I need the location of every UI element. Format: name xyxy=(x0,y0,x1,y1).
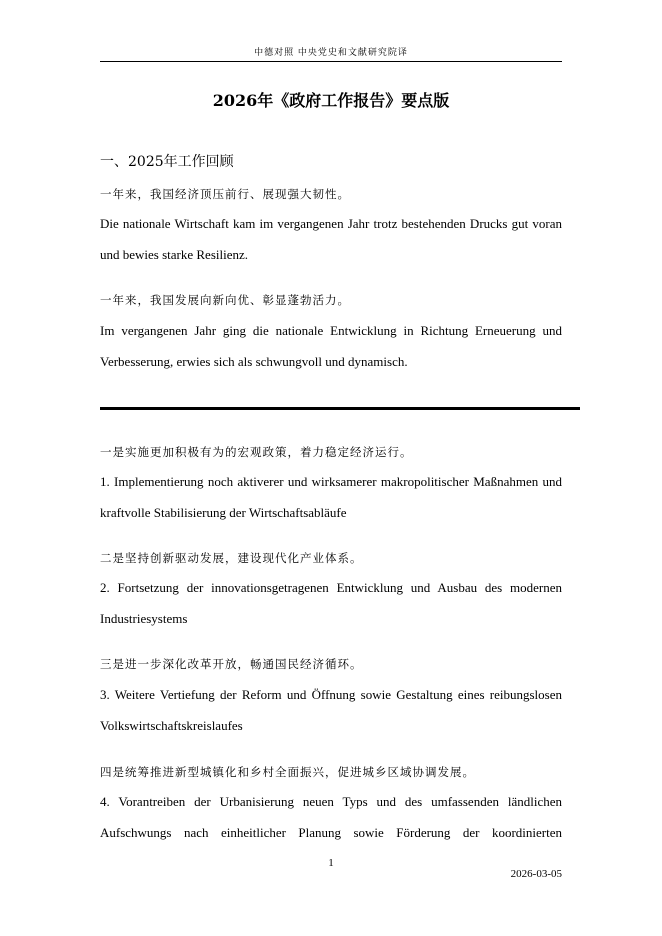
section-heading: 一、2025年工作回顾 xyxy=(100,154,234,170)
document-title: 2026年《政府工作报告》要点版 xyxy=(212,91,450,110)
point-zh-3: 三是进一步深化改革开放，畅通国民经济循环。 xyxy=(100,657,363,671)
point-de-4: 4. Vorantreiben der Urbanisierung neuen Typs und des umfassenden ländlichen Aufschwungs nach einheitlicher Planung sowie Förderung der koordinierten xyxy=(100,794,562,840)
point-de-2: 2. Fortsetzung der innovationsgetragenen Entwicklung und Ausbau des modernen Industriesystems xyxy=(100,580,562,626)
point-de-1: 1. Implementierung noch aktiverer und wirksamerer makropolitischer Maßnahmen und kraftvolle Stabilisierung der Wirtschaftsabläufe xyxy=(100,474,562,520)
intro-zh-1: 一年来，我国经济顶压前行、展现强大韧性。 xyxy=(100,187,350,201)
point-zh-4: 四是统筹推进新型城镇化和乡村全面振兴，促进城乡区域协调发展。 xyxy=(100,765,475,779)
header-rule xyxy=(100,61,562,62)
intro-de-1: Die nationale Wirtschaft kam im vergangenen Jahr trotz bestehenden Drucks gut voran und bewies starke Resilienz. xyxy=(100,216,562,262)
point-de-3: 3. Weitere Vertiefung der Reform und Öffnung sowie Gestaltung eines reibungslosen Volkswirtschaftskreislaufes xyxy=(100,687,562,733)
point-zh-1: 一是实施更加积极有为的宏观政策，着力稳定经济运行。 xyxy=(100,445,413,459)
running-header: 中德对照 中央党史和文献研究院译 xyxy=(254,48,408,58)
footer-date: 2026-03-05 xyxy=(510,868,562,880)
section-divider xyxy=(100,407,580,410)
point-zh-2: 二是坚持创新驱动发展，建设现代化产业体系。 xyxy=(100,551,363,565)
intro-zh-2: 一年来，我国发展向新向优、彰显蓬勃活力。 xyxy=(100,293,350,307)
page-number: 1 xyxy=(328,857,334,869)
intro-de-2: Im vergangenen Jahr ging die nationale Entwicklung in Richtung Erneuerung und Verbesserung, erwies sich als schwungvoll und dynamisch. xyxy=(100,323,562,369)
